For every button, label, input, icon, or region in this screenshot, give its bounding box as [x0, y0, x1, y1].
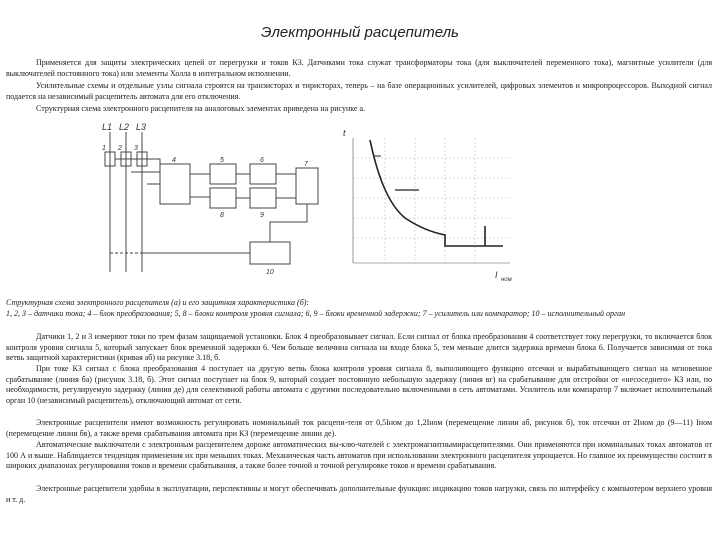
graph-x-label: I	[495, 270, 498, 280]
svg-text:7: 7	[304, 161, 308, 168]
svg-text:6: 6	[260, 157, 264, 164]
intro-paragraph-3: Структурная схема электронного расцепителя на аналоговых элементах приведена на рисунке а.	[36, 104, 366, 113]
figure-caption-title: Структурная схема электронного расцепителя (а) и его защитная характеристика (б):	[6, 298, 310, 307]
body-paragraph-3: Электронные расцепители имеют возможность регулировать номинальный ток расцепи-теля от 0,5Iном до 1,2Iном (перемещение линии аб, рисунок б), ток отсечки от 2Iном до (9—11) Iном (перемещение линии бв), а также время срабатывания автомата при КЗ (перемещение линии де).	[6, 418, 712, 438]
svg-text:L1: L1	[102, 122, 113, 132]
body-paragraph-2: При токе КЗ сигнал с блока преобразования 4 поступает на другую ветвь блока контроля уровня сигнала 8, выполняющего функцию отсечки и вырабатывающего сигнал на мгновенное срабатывание (линия ба) (рисунок 3.18, б). Этот сигнал поступает на блок 9, который создает постоянную небольшую задержку (линия вг) на срабатывание для отстройки от «несоседнего» КЗ или, по необходимости, регулируемую задержку (линия де) для селективной работы автомата с другими последовательно включенными в сеть автоматами. Усилитель или компаратор 7 включает исполнительный орган 10 (независимый расцепитель), отключающий автомат от сети.	[6, 364, 712, 405]
svg-text:8: 8	[220, 212, 224, 219]
body-paragraph-4: Автоматические выключатели с электронным расцепителем дороже автоматических вы-клю-чателей с электромагнитнымирасцепителями. Они применяются при номинальных токах автоматов от 100 А и выше. Наблюдается тенденция применения их при меньших токах. Механическая часть автоматов при использовании электронного расцепителя упрощается. Но главное их преимущество состоит в широких диапазонах регулирования токов и времени срабатывания, а также более точной и точной регулировке токов и времени срабатывания.	[6, 440, 712, 471]
body-paragraph-1: Датчики 1, 2 и 3 измеряют токи по трем фазам защищаемой установки. Блок 4 преобразовывает сигнал. Если сигнал от блока преобразования 4 соответствует току перегрузки, то включается блок контроля уровня сигнала 5, который запускает блок временной задержки 6. Чем больше величина сигнала на входе блока 5, тем меньше длится задержка времени блока 6. Получается зависимая от тока ветвь защитной характеристики (кривая аб) на рисунке 3.18, б.	[6, 332, 712, 363]
svg-text:10: 10	[266, 269, 274, 276]
intro-paragraph-2: Усилительные схемы и отдельные узлы сигнала строятся на транзисторах и тиристорах, теперь – на базе операционных усилителей, цифровых элементов и микропроцессоров. Выходной сигнал подается на независимый расцепитель автомата для его отключения.	[6, 81, 712, 101]
graph-x-label-sub: ном	[501, 277, 512, 283]
body-paragraph-5: Электронные расцепители удобны в эксплуатации, перспективны и могут обеспечивать дополнительные функции: индикацию токов нагрузки, связь по интерфейсу с компьютером верхнего уровня и т. д.	[6, 484, 712, 504]
svg-text:5: 5	[220, 157, 224, 164]
svg-text:3: 3	[134, 145, 138, 152]
characteristic-graph	[325, 118, 525, 288]
svg-text:L2: L2	[119, 122, 130, 132]
intro-paragraph-1: Применяется для защиты электрических цепей от перегрузки и токов КЗ. Датчиками тока служат трансформаторы тока (для выключателей переменного тока), магнитные усилители (для выключателей постоянного тока) или элементы Холла в интегральном исполнении.	[6, 58, 712, 78]
svg-text:9: 9	[260, 212, 264, 219]
svg-text:2: 2	[118, 145, 122, 152]
svg-text:L3: L3	[136, 122, 147, 132]
figure-caption-legend: 1, 2, 3 – датчики тока; 4 – блок преобразования; 5, 8 – блоки контроля уровня сигнала; 6, 9 – блоки временной задержки; 7 – усилитель или компаратор; 10 – исполнительный орган	[6, 309, 626, 318]
graph-y-label: t	[343, 128, 346, 138]
svg-text:1: 1	[102, 145, 106, 152]
block-diagram	[100, 122, 330, 290]
page-title: Электронный расцепитель	[261, 24, 459, 41]
svg-text:4: 4	[172, 157, 176, 164]
